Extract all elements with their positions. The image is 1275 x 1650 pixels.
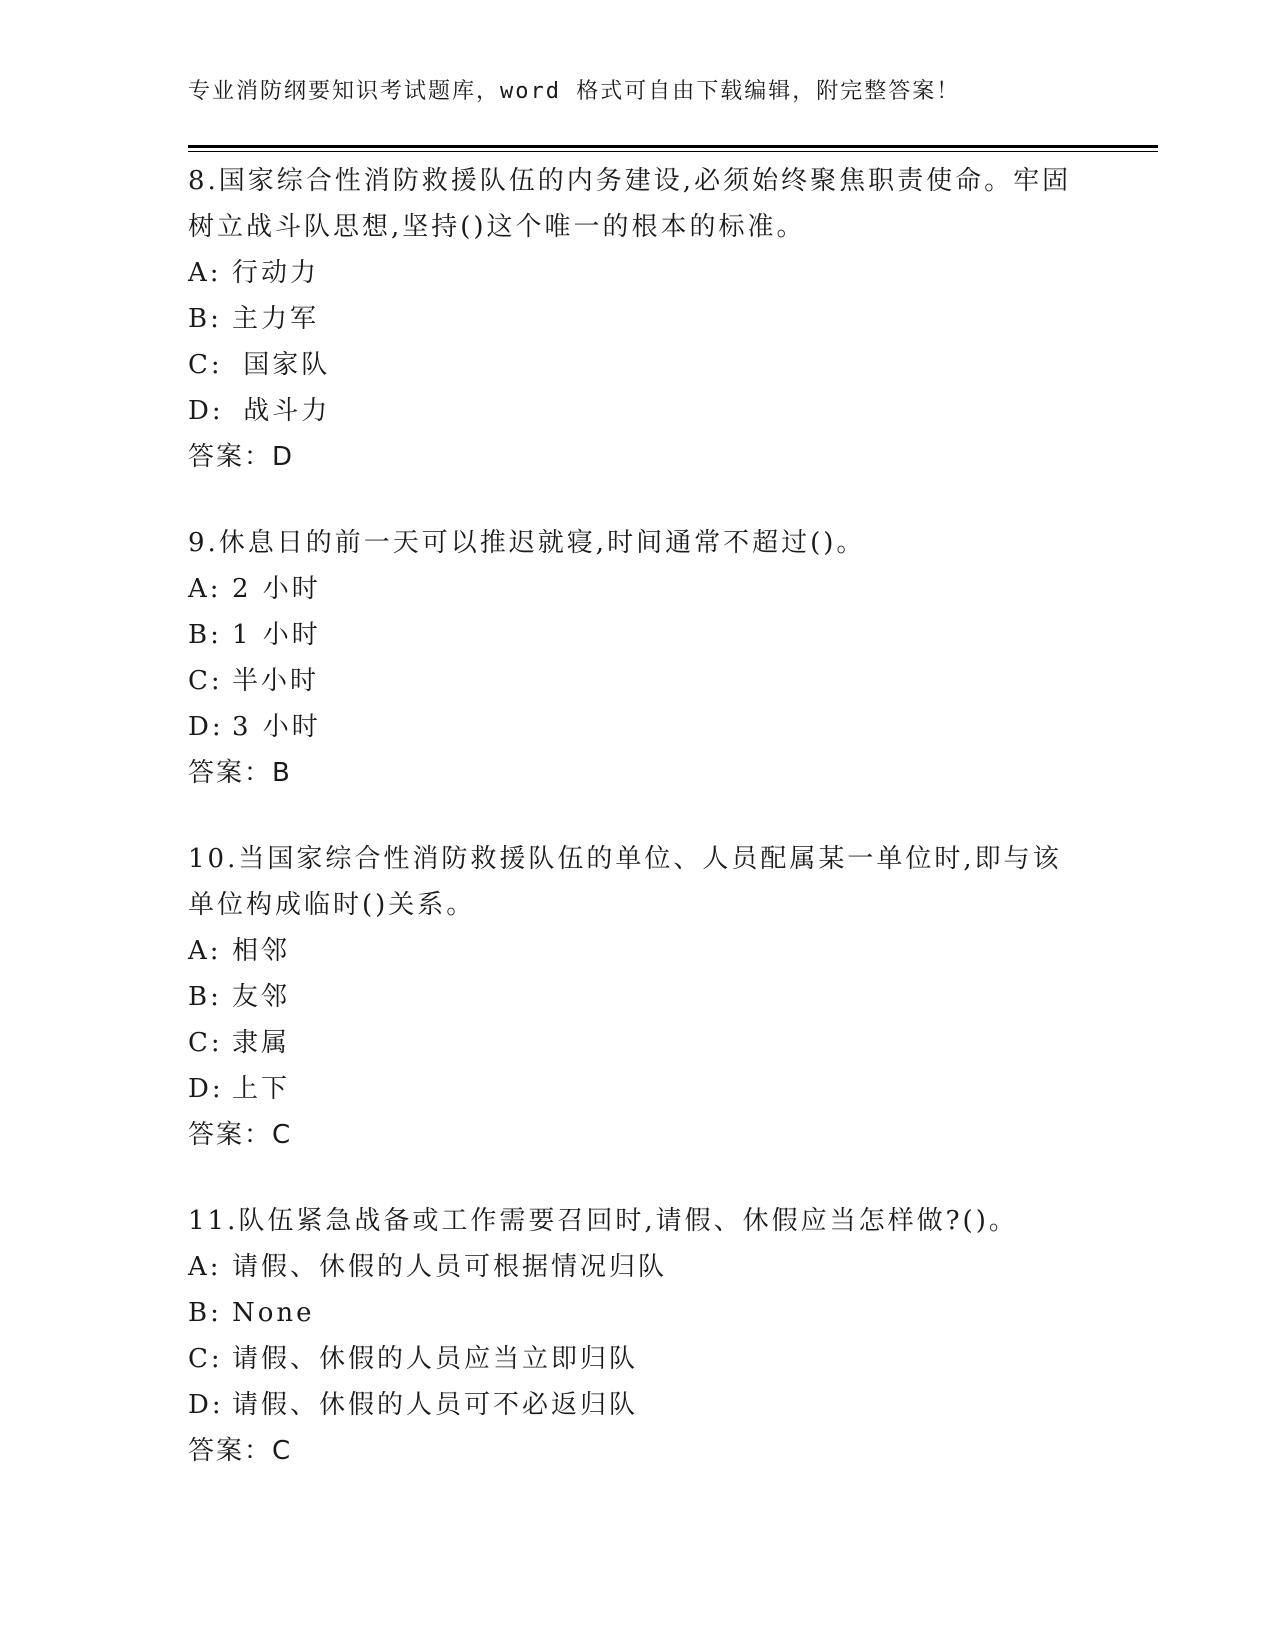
option-key: C: [188,1344,223,1374]
header-rule-thick [188,145,1158,148]
option-list [188,250,1088,434]
answer-line: 答案：C [188,1120,293,1150]
option-list [188,928,1088,1112]
question-9 [188,520,1088,796]
option-c [188,658,1088,704]
option-c [188,342,1088,388]
option-text: 隶属 [232,1028,291,1058]
option-text: 请假、休假的人员可根据情况归队 [232,1252,668,1282]
option-key: A: [188,936,222,966]
option-d [188,388,1088,434]
option-text: 主力军 [232,304,320,334]
option-text: 半小时 [232,666,320,696]
option-c [188,1020,1088,1066]
option-key: C: [188,666,223,696]
option-text: 战斗力 [232,396,331,426]
header-rule-thin [188,151,1158,152]
option-key: D: [188,1390,224,1420]
question-stem: 9.休息日的前一天可以推迟就寝,时间通常不超过()。 [188,528,866,558]
answer-line: 答案：C [188,1436,293,1466]
question-10 [188,836,1088,1158]
option-b [188,974,1088,1020]
option-text: 国家队 [232,350,331,380]
question-stem: 10.当国家综合性消防救援队伍的单位、人员配属某一单位时,即与该单位构成临时()关系。 [188,844,1062,920]
option-key: A: [188,258,222,288]
option-text: 1 小时 [232,620,321,650]
page-header: 专业消防纲要知识考试题库，word 格式可自由下载编辑，附完整答案！ [188,79,961,104]
option-a [188,566,1088,612]
option-d [188,1382,1088,1428]
option-key: B: [188,620,222,650]
option-key: C: [188,1028,223,1058]
option-a [188,928,1088,974]
option-text: 行动力 [232,258,320,288]
answer-line: 答案：B [188,758,292,788]
answer-line: 答案：D [188,442,295,472]
option-text: 相邻 [232,936,291,966]
option-key: B: [188,982,222,1012]
option-key: A: [188,574,222,604]
option-key: C: [188,350,223,380]
option-text: 上下 [232,1074,291,1104]
option-b [188,296,1088,342]
question-stem: 11.队伍紧急战备或工作需要召回时,请假、休假应当怎样做?()。 [188,1206,1018,1236]
option-text: 2 小时 [232,574,321,604]
option-b [188,612,1088,658]
option-c [188,1336,1088,1382]
option-text: 友邻 [232,982,291,1012]
option-list [188,1244,1088,1428]
question-stem: 8.国家综合性消防救援队伍的内务建设,必须始终聚焦职责使命。牢固树立战斗队思想,坚持()这个唯一的根本的标准。 [188,166,1072,242]
option-key: D: [188,396,224,426]
option-key: A: [188,1252,222,1282]
option-text: None [232,1298,315,1328]
question-11 [188,1198,1088,1474]
option-text: 请假、休假的人员可不必返归队 [232,1390,639,1420]
option-d [188,704,1088,750]
option-d [188,1066,1088,1112]
question-list [188,158,1088,1514]
option-key: B: [188,1298,222,1328]
option-key: B: [188,304,222,334]
option-text: 请假、休假的人员应当立即归队 [232,1344,639,1374]
option-text: 3 小时 [232,712,321,742]
option-a [188,1244,1088,1290]
option-a [188,250,1088,296]
option-key: D: [188,712,224,742]
option-list [188,566,1088,750]
option-key: D: [188,1074,224,1104]
question-8 [188,158,1088,480]
option-b [188,1290,1088,1336]
